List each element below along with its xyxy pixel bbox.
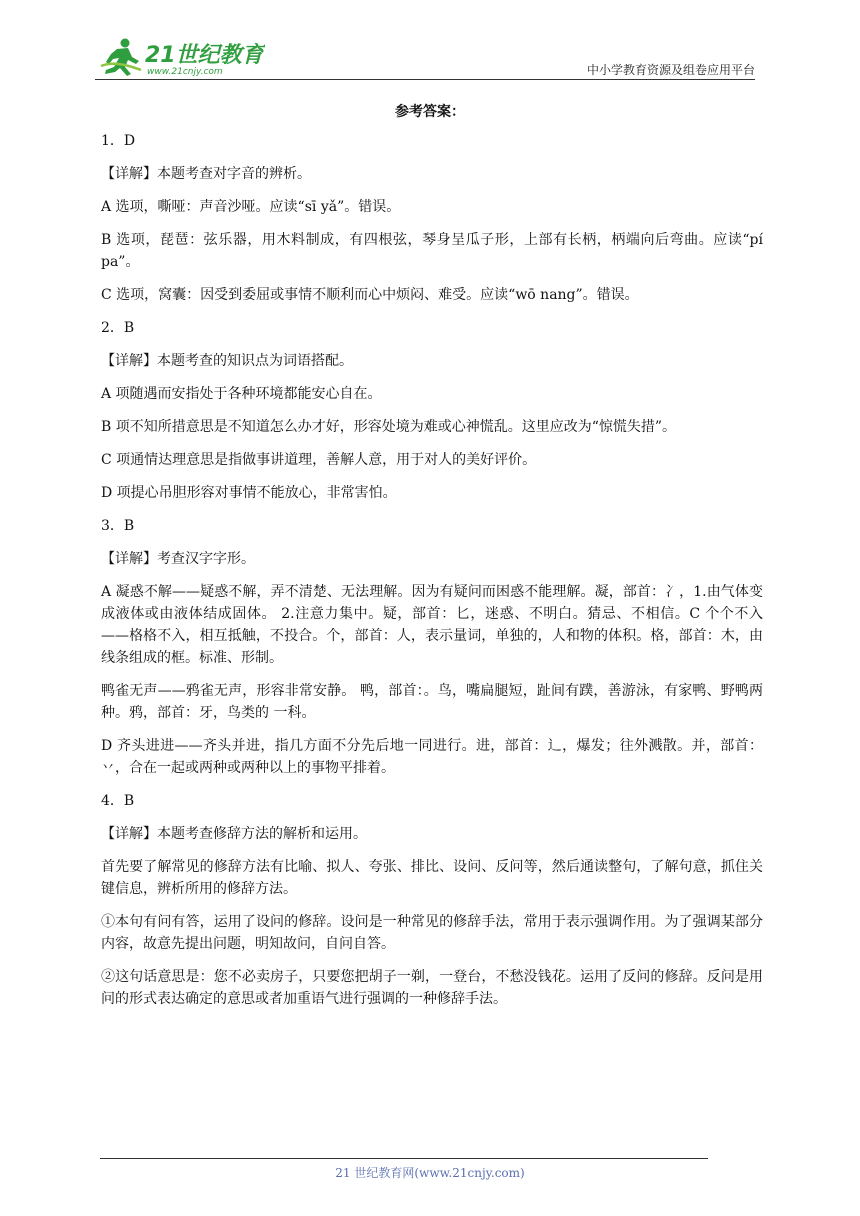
answer-line: C 选项，窝囊：因受到委屈或事情不顺利而心中烦闷、难受。应读“wō nang”。错误。 <box>101 287 639 303</box>
answer-line: 【详解】考查汉字字形。 <box>101 551 255 567</box>
answer-line: 鸭雀无声——鸦雀无声，形容非常安静。 鸭，部首：。鸟，嘴扁腿短，趾间有蹼，善游泳，有家鸭、野鸭两种。鸦，部首：牙，鸟类的 一科。 <box>101 683 763 721</box>
answer-line: A 项随遇而安指处于各种环境都能安心自在。 <box>101 386 382 402</box>
answer-line: 1．D <box>101 133 136 149</box>
answer-line: ②这句话意思是：您不必卖房子，只要您把胡子一剃，一登台，不愁没钱花。运用了反问的修辞。反问是用问的形式表达确定的意思或者加重语气进行强调的一种修辞手法。 <box>101 969 763 1007</box>
header-divider <box>95 79 755 80</box>
page-footer: 21 世纪教育网(www.21cnjy.com) <box>335 1166 525 1180</box>
answer-line: 【详解】本题考查对字音的辨析。 <box>101 166 311 182</box>
answer-line: 【详解】本题考查的知识点为词语搭配。 <box>101 353 353 369</box>
svg-text:21世纪教育: 21世纪教育 <box>145 43 264 68</box>
answer-line: D 齐头进进——齐头并进，指几方面不分先后地一同进行。进，部首：辶，爆发；往外溅散。并，部首：丷，合在一起或两种或两种以上的事物平排着。 <box>101 738 763 776</box>
footer-divider <box>100 1158 708 1159</box>
answer-line: C 项通情达理意思是指做事讲道理，善解人意，用于对人的美好评价。 <box>101 452 537 468</box>
answer-line: 2．B <box>101 320 135 336</box>
answer-line: 3．B <box>101 518 135 534</box>
answer-line: 【详解】本题考查修辞方法的解析和运用。 <box>101 826 367 842</box>
answer-line: D 项提心吊胆形容对事情不能放心，非常害怕。 <box>101 485 397 501</box>
answer-line: B 选项，琵琶：弦乐器，用木料制成，有四根弦，琴身呈瓜子形，上部有长柄，柄端向后弯曲。应读“pí pa”。 <box>101 232 763 270</box>
platform-name: 中小学教育资源及组卷应用平台 <box>586 63 755 77</box>
page-title: 参考答案： <box>395 104 465 120</box>
site-logo <box>95 34 265 78</box>
answer-line: 4．B <box>101 793 135 809</box>
answer-line: 首先要了解常见的修辞方法有比喻、拟人、夸张、排比、设问、反问等，然后通读整句，了解句意，抓住关键信息，辨析所用的修辞方法。 <box>101 859 763 897</box>
svg-text:www.21cnjy.com: www.21cnjy.com <box>147 67 223 77</box>
answer-line: ①本句有问有答，运用了设问的修辞。设问是一种常见的修辞手法，常用于表示强调作用。为了强调某部分内容，故意先提出问题，明知故问，自问自答。 <box>101 914 763 952</box>
answer-line: B 项不知所措意思是不知道怎么办才好，形容处境为难或心神慌乱。这里应改为“惊慌失措”。 <box>101 419 677 435</box>
answer-content <box>101 130 763 1021</box>
answer-line: A 凝惑不解——疑惑不解，弄不清楚、无法理解。因为有疑问而困惑不能理解。凝，部首：冫，1.由气体变成液体或由液体结成固体。 2.注意力集中。疑，部首：匕，迷惑、不明白。猜忌、不相信。C 个个不入——格格不入，相互抵触，不投合。个，部首：人，表示量词，单独的，人和物的体积。格，部首：木，由线条组成的框。标准、形制。 <box>101 584 763 666</box>
page-header <box>95 30 755 80</box>
answer-line: A 选项，嘶哑：声音沙哑。应读“sī yǎ”。错误。 <box>101 199 401 215</box>
